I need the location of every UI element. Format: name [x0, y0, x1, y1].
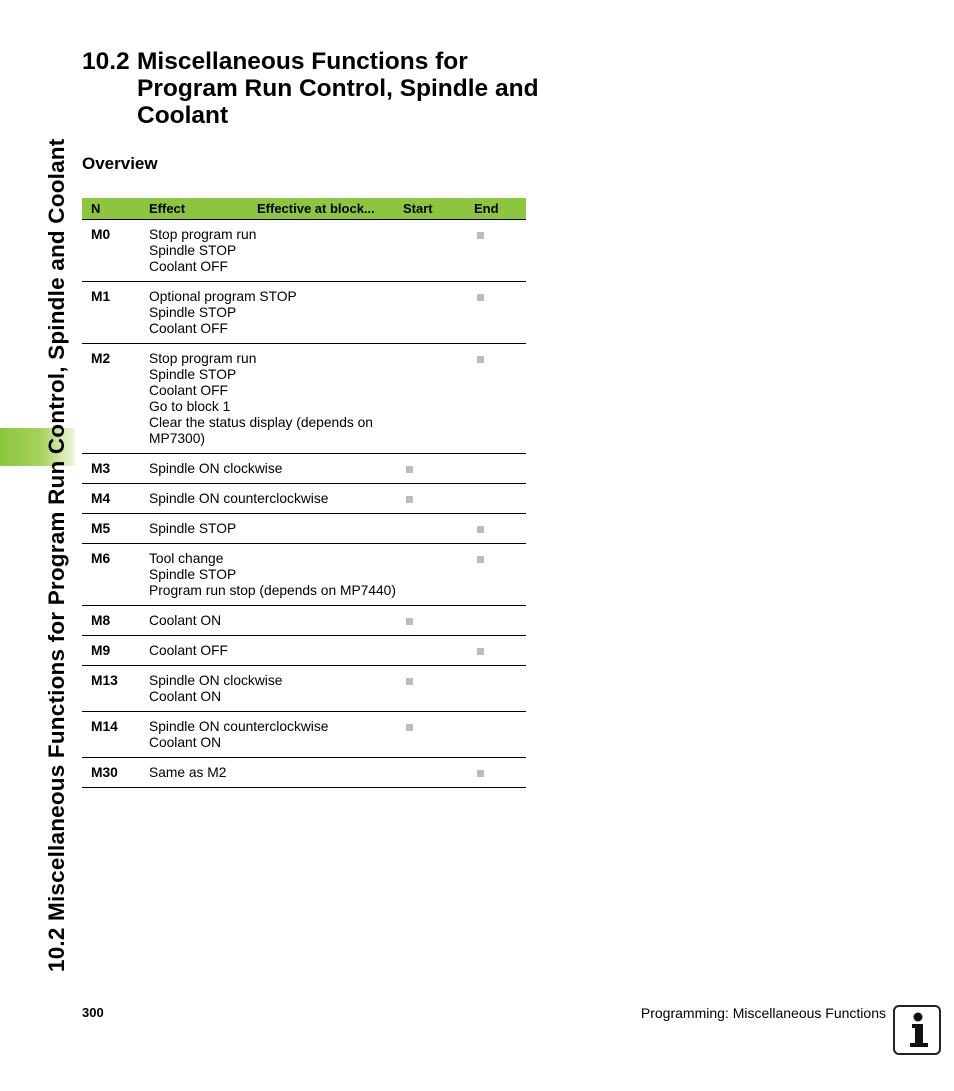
effect-cell — [149, 454, 403, 484]
start-cell — [403, 454, 474, 484]
table-row — [82, 484, 526, 514]
square-marker-icon — [477, 232, 484, 239]
effect-cell — [149, 544, 403, 606]
m-code: M8 — [82, 606, 149, 636]
square-marker-icon — [406, 724, 413, 731]
table-row — [82, 514, 526, 544]
effect-cell — [149, 220, 403, 282]
table-row — [82, 220, 526, 282]
section-title: Miscellaneous Functions for Program Run Control, Spindle and Coolant — [137, 48, 539, 129]
square-marker-icon — [406, 678, 413, 685]
effect-cell — [149, 514, 403, 544]
square-marker-icon — [477, 526, 484, 533]
end-cell — [474, 712, 526, 758]
end-cell — [474, 282, 526, 344]
square-marker-icon — [477, 556, 484, 563]
m-code: M13 — [82, 666, 149, 712]
m-code: M1 — [82, 282, 149, 344]
table-header-row — [82, 198, 526, 220]
effect-line: Spindle STOP — [149, 305, 237, 320]
start-cell — [403, 606, 474, 636]
table-row — [82, 454, 526, 484]
effect-cell — [149, 712, 403, 758]
start-cell — [403, 666, 474, 712]
effect-line: Coolant ON — [149, 689, 222, 704]
effect-line: Spindle STOP — [149, 243, 237, 258]
end-cell — [474, 666, 526, 712]
start-cell — [403, 282, 474, 344]
effect-cell — [149, 636, 403, 666]
effect-cell — [149, 606, 403, 636]
start-cell — [403, 758, 474, 788]
effect-line: Spindle ON counterclockwise — [149, 491, 329, 506]
start-cell — [403, 344, 474, 454]
info-icon — [893, 1005, 941, 1055]
page-title — [82, 48, 562, 129]
m-code: M9 — [82, 636, 149, 666]
end-cell — [474, 344, 526, 454]
m-code: M30 — [82, 758, 149, 788]
effect-line: Stop program run — [149, 227, 257, 242]
square-marker-icon — [477, 356, 484, 363]
square-marker-icon — [477, 648, 484, 655]
effect-cell — [149, 344, 403, 454]
end-cell — [474, 544, 526, 606]
effect-line: Coolant OFF — [149, 383, 228, 398]
page-number: 300 — [82, 1005, 104, 1020]
column-header-effect: Effect — [149, 198, 257, 220]
column-header-effective-at-block: Effective at block... — [257, 198, 403, 220]
m-code: M3 — [82, 454, 149, 484]
end-cell — [474, 514, 526, 544]
m-code: M14 — [82, 712, 149, 758]
square-marker-icon — [477, 294, 484, 301]
end-cell — [474, 758, 526, 788]
end-cell — [474, 606, 526, 636]
square-marker-icon — [406, 618, 413, 625]
effect-line: Coolant ON — [149, 735, 222, 750]
start-cell — [403, 636, 474, 666]
effect-line: Optional program STOP — [149, 289, 297, 304]
effect-line: Spindle ON clockwise — [149, 673, 283, 688]
effect-line: Spindle STOP — [149, 567, 237, 582]
table-row — [82, 606, 526, 636]
m-code: M0 — [82, 220, 149, 282]
table-row — [82, 712, 526, 758]
effect-line: Coolant OFF — [149, 321, 228, 336]
square-marker-icon — [477, 770, 484, 777]
effect-cell — [149, 484, 403, 514]
subsection-title: Overview — [82, 154, 158, 173]
m-function-table — [82, 198, 526, 788]
table-row — [82, 636, 526, 666]
end-cell — [474, 454, 526, 484]
section-number: 10.2 — [82, 48, 130, 75]
effect-line: Coolant ON — [149, 613, 222, 628]
square-marker-icon — [406, 496, 413, 503]
sidebar-chapter-title: 10.2 Miscellaneous Functions for Program Run Control, Spindle and Coolant — [44, 138, 69, 972]
m-code: M5 — [82, 514, 149, 544]
m-code: M2 — [82, 344, 149, 454]
table-row — [82, 544, 526, 606]
effect-line: Spindle STOP — [149, 367, 237, 382]
effect-line: Tool change — [149, 551, 224, 566]
effect-line: Spindle STOP — [149, 521, 237, 536]
effect-line: Clear the status display (depends on MP7300) — [149, 415, 373, 446]
start-cell — [403, 544, 474, 606]
table-row — [82, 666, 526, 712]
effect-line: Spindle ON counterclockwise — [149, 719, 329, 734]
effect-cell — [149, 666, 403, 712]
table-row — [82, 282, 526, 344]
effect-line: Same as M2 — [149, 765, 227, 780]
end-cell — [474, 636, 526, 666]
effect-line: Coolant OFF — [149, 259, 228, 274]
end-cell — [474, 484, 526, 514]
footer-section-title: Programming: Miscellaneous Functions — [640, 1005, 886, 1021]
m-code: M6 — [82, 544, 149, 606]
square-marker-icon — [406, 466, 413, 473]
effect-line: Stop program run — [149, 351, 257, 366]
column-header-start: Start — [403, 198, 474, 220]
effect-cell — [149, 758, 403, 788]
column-header-n: N — [82, 198, 149, 220]
table-row — [82, 344, 526, 454]
start-cell — [403, 484, 474, 514]
effect-line: Go to block 1 — [149, 399, 231, 414]
effect-line: Coolant OFF — [149, 643, 228, 658]
start-cell — [403, 514, 474, 544]
start-cell — [403, 220, 474, 282]
table-row — [82, 758, 526, 788]
start-cell — [403, 712, 474, 758]
end-cell — [474, 220, 526, 282]
effect-cell — [149, 282, 403, 344]
m-code: M4 — [82, 484, 149, 514]
effect-line: Spindle ON clockwise — [149, 461, 283, 476]
effect-line: Program run stop (depends on MP7440) — [149, 583, 396, 598]
column-header-end: End — [474, 198, 526, 220]
